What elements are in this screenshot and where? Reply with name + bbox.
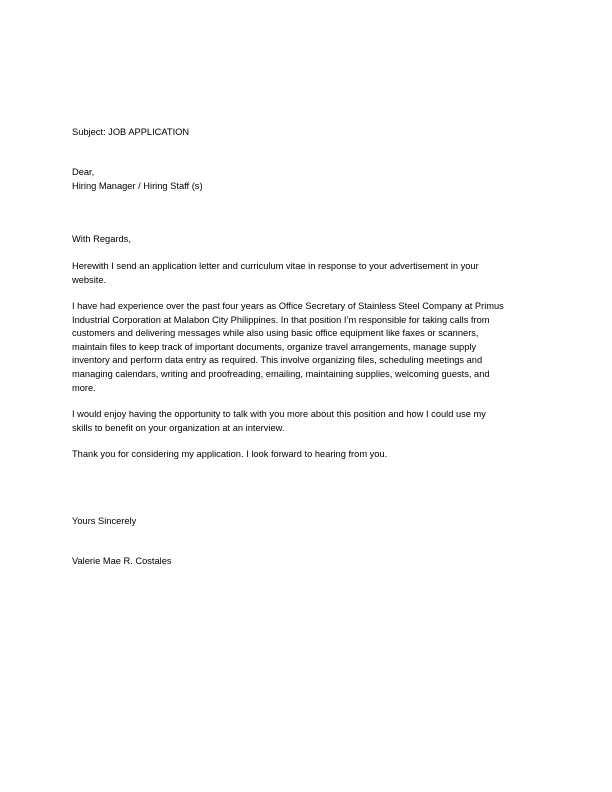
signature-name: Valerie Mae R. Costales <box>72 556 172 566</box>
regards-line <box>72 233 542 247</box>
paragraph-3 <box>72 408 542 435</box>
salutation-line-1: Dear, <box>72 167 95 177</box>
signature <box>72 555 542 569</box>
paragraph-2-line: Industrial Corporation at Malabon City Philippines. In that position I’m responsible for taking calls from <box>72 314 490 325</box>
paragraph-2-line: customers and delivering messages while also using basic office equipment like faxes or scanners, <box>72 328 479 339</box>
paragraph-3-line: I would enjoy having the opportunity to talk with you more about this position and how I could use my <box>72 409 486 419</box>
paragraph-1-line: Herewith I send an application letter and curriculum vitae in response to your advertisement in your <box>72 261 479 271</box>
paragraph-3-line: skills to benefit on your organization at an interview. <box>72 422 285 433</box>
subject-line <box>72 126 542 140</box>
salutation <box>72 166 542 193</box>
paragraph-4 <box>72 448 542 462</box>
regards-text: With Regards, <box>72 234 131 244</box>
salutation-line-2: Hiring Manager / Hiring Staff (s) <box>72 180 203 191</box>
paragraph-1-line: website. <box>72 274 107 285</box>
paragraph-4-line: Thank you for considering my application. I look forward to hearing from you. <box>72 449 388 459</box>
closing-text: Yours Sincerely <box>72 516 137 526</box>
paragraph-2-line: I have had experience over the past four years as Office Secretary of Stainless Steel Company at Primus <box>72 301 504 311</box>
closing <box>72 515 542 529</box>
paragraph-1 <box>72 260 542 287</box>
subject-text: Subject: JOB APPLICATION <box>72 127 190 137</box>
paragraph-2-line: managing calendars, writing and proofreading, emailing, maintaining supplies, welcoming guests, and <box>72 368 490 379</box>
paragraph-2-line: inventory and perform data entry as required. This involve organizing files, scheduling meetings and <box>72 355 483 366</box>
paragraph-2-line: maintain files to keep track of important documents, organize travel arrangements, manage supply <box>72 341 477 352</box>
paragraph-2-line: more. <box>72 382 96 393</box>
paragraph-2 <box>72 300 542 395</box>
